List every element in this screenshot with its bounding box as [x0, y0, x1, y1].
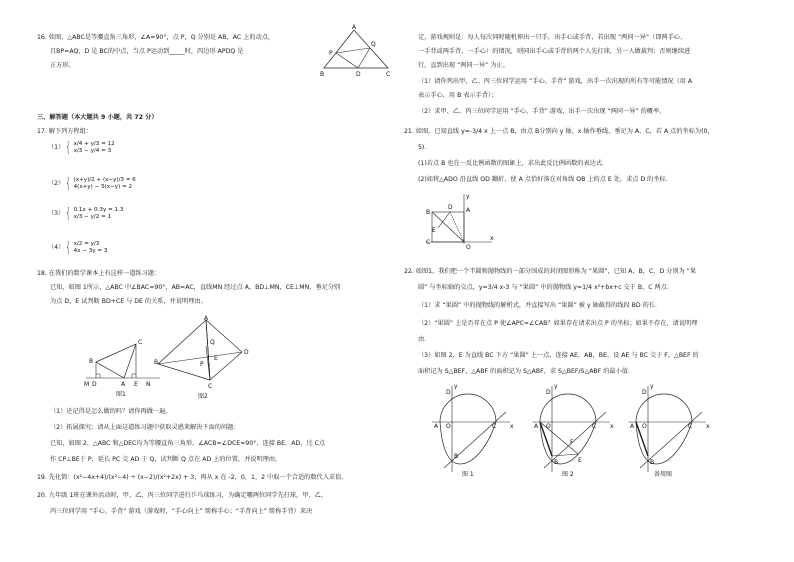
- q21-label-e: E: [432, 227, 436, 234]
- q17-p4-eq2: 4x − 3y = 3: [73, 247, 108, 254]
- q17-p2-number: （2）: [48, 179, 65, 187]
- q16-label-c: C: [386, 71, 391, 78]
- q17-p2-eq2: 4(x+y) − 5(x−y) = 2: [73, 183, 133, 190]
- q17-p2-eq1: (x+y)/2 + (x−y)/3 = 6: [73, 177, 136, 184]
- q22f1-label-a: A: [434, 423, 439, 430]
- q22f2-label-b: B: [554, 459, 559, 466]
- q22-fig3-caption: 备用图: [654, 471, 673, 478]
- q18f1-label-d: D: [92, 381, 97, 388]
- q22-figure-2: [530, 382, 620, 478]
- q22f2-label-d: D: [546, 389, 551, 396]
- q18-sub1: （1）还记得是怎么做的吗？请你再做一遍。: [50, 408, 172, 415]
- q22f1-label-o: O: [446, 423, 451, 430]
- q18f2-label-a: A: [204, 315, 209, 322]
- q22f3-label-c: C: [688, 423, 693, 430]
- q17-p1-eq2: x/3 − y/4 = 3: [73, 147, 112, 154]
- q21-coordinate-figure: [424, 192, 496, 250]
- brace-icon: {: [65, 140, 71, 155]
- q18f2-label-b: B: [154, 359, 159, 366]
- q18-fig1-caption: 图1: [116, 391, 126, 398]
- q18-sub3: 已知，如图 2，△ABC 和△DEC均为等腰直角三角形，∠ACB=∠DCE=90°，连接 BE，AD，过 C点: [50, 440, 326, 447]
- q22f1-label-y: y: [454, 383, 458, 390]
- q22f2-label-f: F: [570, 439, 574, 446]
- q22f1-label-c: C: [492, 423, 497, 430]
- q20c-line4: （1）请你列出甲、乙、丙三位同学运用 “手心、手背” 游戏，出手一次出现的所有等可能情况（用 A: [418, 78, 693, 85]
- q18-line1: 已知，如图 1所示，△ABC 中∠BAC=90°，AB=AC，直线MN 经过点 A，BD⊥MN，CE⊥MN，垂足分别: [50, 284, 341, 291]
- q18-figure-2: [154, 316, 250, 400]
- q22-figure-1: [430, 382, 520, 478]
- q16-label-a: A: [352, 24, 357, 31]
- q17-system-1: [48, 141, 115, 154]
- q18-line2: 为点 D，E 试判断 BD+CE 与 DE 的关系，并说明理由。: [50, 298, 207, 305]
- q22f2-label-a: A: [534, 423, 539, 430]
- q22-line7: 面积记为 S△BEF，△ABF 的面积记为 S△ABF，求 S△BEF/S△ABF 的最小值．: [418, 368, 635, 375]
- q20c-line1: 定，游戏规则是：每人每次同时随机伸出一只手，出手心或手背，若出现 “两同一异”（即两手心、: [418, 34, 687, 41]
- q22f2-label-c: C: [592, 423, 597, 430]
- q16-label-d: D: [356, 71, 361, 78]
- q18f1-label-a: A: [121, 381, 126, 388]
- q22f3-label-y: y: [650, 383, 654, 390]
- q16-line3: 正方形。: [50, 62, 75, 69]
- q17-p1-eq1: x/4 + y/3 = 12: [73, 141, 115, 148]
- section-title: 三、解答题（本大题共 9 小题，共 72 分）: [37, 114, 158, 121]
- q16-label-p: P: [329, 50, 333, 57]
- q22f3-label-b: B: [650, 459, 655, 466]
- q16-label-q: Q: [371, 41, 376, 48]
- q22-line5: 由．: [418, 336, 431, 343]
- q21-label-x: x: [490, 235, 494, 242]
- q22-fig2-caption: 图 2: [562, 471, 574, 478]
- q18f2-label-q: Q: [210, 339, 215, 346]
- q22f1-label-x: x: [510, 423, 514, 430]
- q22f3-label-d: D: [642, 389, 647, 396]
- q18f2-label-c: C: [208, 383, 213, 390]
- q20-line1: 20. 九年级 1班在课外活动时，甲、乙、丙三位同学进行乒乓球练习，为确定哪两位同学先打球，甲、乙、: [37, 492, 327, 499]
- q18-fig2-caption: 图2: [198, 393, 208, 400]
- q17-system-2: [48, 177, 136, 190]
- q21-line1: 21. 如图，已知直线 y=-3/4 x 上一点 B，由点 B分别向 y 轴、x 轴作垂线，垂足为 A、C，若 A 点的坐标为(0，: [404, 128, 714, 135]
- q18f1-label-m: M: [84, 381, 90, 388]
- q18f1-label-e: E: [134, 381, 138, 388]
- q18f2-label-e: E: [214, 355, 218, 362]
- q22f2-label-o: O: [546, 423, 551, 430]
- q20c-line3: 行，直到出现 “两同一异” 为止。: [418, 62, 509, 69]
- q18-title: 18. 在我们的数学课本上有这样一道练习题：: [37, 270, 161, 277]
- q18f1-label-c: C: [138, 339, 143, 346]
- q22-line4: （2）“果圆” 上是否存在点 P 使∠APC=∠CAB？如果存在请求出点 P 的坐标；如果不存在，请说明理: [418, 320, 698, 327]
- brace-icon: {: [65, 240, 71, 255]
- q21-line2: 5)．: [418, 144, 431, 151]
- q18-figure-1: [84, 336, 164, 400]
- q17-p3-number: （3）: [48, 209, 65, 217]
- q18-sub4: 作 CP⊥BE于 P，延长 PC 交 AD 于 Q，试判断 Q 点在 AD 上的位置，并说明理由。: [50, 456, 282, 463]
- q21-line3: (1)若点 B 也在一反比例函数的图象上，求出此反比例函数的表达式．: [418, 160, 609, 167]
- q17-system-3: [48, 207, 123, 220]
- q22-line6: （3）如图 2，E 为直线 BC 下方 “果圆” 上一点，连接 AE，AB，BE，设 AE 与 BC 交于 F，△BEF 的: [418, 352, 699, 359]
- q18f1-label-b: B: [89, 358, 94, 365]
- q16-label-b: B: [320, 71, 325, 78]
- q22-figure-3: [626, 382, 716, 478]
- q21-label-y: y: [466, 193, 470, 200]
- q17-system-4: [48, 241, 107, 254]
- q21-label-b: B: [426, 209, 431, 216]
- q16-line1: 16. 如图，△ABC是等腰直角三角形，∠A=90°，点 P，Q 分别是 AB，AC 上的动点，: [37, 34, 275, 41]
- q22f1-label-b: B: [454, 453, 459, 460]
- q20c-line5: 表示手心，用 B 表示手背）；: [418, 92, 498, 99]
- q22-line3: （1）求 “果圆” 中的抛物线的解析式，并直接写出 “果圆” 被 y 轴截得的线段 BD 的长．: [418, 302, 662, 309]
- q22-line2: 圆” 与坐标轴的交点，y=3/4 x-3 与 “果圆” 中的抛物线 y=1/4 x²+bx+c 交于 B，C 两点．: [418, 284, 674, 291]
- q20c-line2: 一手背或两手背、一手心）的情况，则同出手心或手背的两个人先打球，另一人做裁判；否则继续进: [418, 48, 691, 55]
- q22f3-label-o: O: [642, 423, 647, 430]
- q17-p4-number: （4）: [48, 243, 65, 251]
- q20-line2: 丙三位同学用 “手心、手背” 游戏（游戏时，“手心向上” 简称手心；“手背向上” 简称手背）来决: [50, 508, 313, 515]
- q21-label-d: D: [448, 204, 453, 211]
- brace-icon: {: [65, 176, 71, 191]
- q18f2-label-p: P: [200, 361, 204, 368]
- q16-line2: 且BP=AQ，D 是 BC的中点，当点 P运动到_____时，四边形 APDQ 是: [50, 48, 244, 55]
- q22f2-label-y: y: [554, 383, 558, 390]
- q22f3-label-x: x: [706, 423, 710, 430]
- q19-text: 19. 先化简：(x²−4x+4)/(x²−4) ÷ (x−2)/(x²+2x) + 3，再从 x 在 -2，0，1，2 中取一个合适的数代入求值。: [37, 474, 348, 481]
- q21-label-o: O: [466, 244, 471, 251]
- q22-line1: 22. 如图1，我们把一个半圆和抛物线的一部分围成的封闭图形称为 “果圆”，已知 A，B，C，D 分别为 “果: [404, 268, 697, 275]
- q22f2-label-e: E: [578, 457, 582, 464]
- q22f1-label-d: D: [446, 389, 451, 396]
- q21-line4: (2)如将△ADO 沿直线 OD 翻折，使 A 点恰好落在对角线 OB 上的点 E 处，求点 D 的坐标．: [418, 176, 672, 183]
- q22f3-label-a: A: [630, 423, 635, 430]
- q22-fig1-caption: 图 1: [462, 471, 474, 478]
- q21-label-c: C: [426, 239, 431, 246]
- q17-p1-number: （1）: [48, 143, 65, 151]
- q21-label-a: A: [466, 207, 471, 214]
- q17-p3-eq2: x/3 − y/2 = 1: [73, 213, 112, 220]
- brace-icon: {: [65, 206, 71, 221]
- q17-title: 17. 解下列方程组：: [37, 128, 93, 135]
- q17-p4-eq1: x/2 = y/3: [73, 241, 100, 248]
- q20c-line6: （2）求甲、乙、丙三位同学运用 “手心、手背” 游戏，出手一次出现 “两同一异” 的概率。: [418, 108, 666, 115]
- q18f1-label-n: N: [146, 381, 151, 388]
- q18-sub2: （2）拓展探究：请从上面这道练习题中获取灵感来解决下面的问题：: [50, 424, 240, 431]
- q16-triangle-figure: [318, 26, 394, 78]
- q22f2-label-x: x: [610, 423, 614, 430]
- q18f2-label-d: D: [244, 349, 249, 356]
- q17-p3-eq1: 0.1x + 0.3y = 1.3: [73, 207, 124, 214]
